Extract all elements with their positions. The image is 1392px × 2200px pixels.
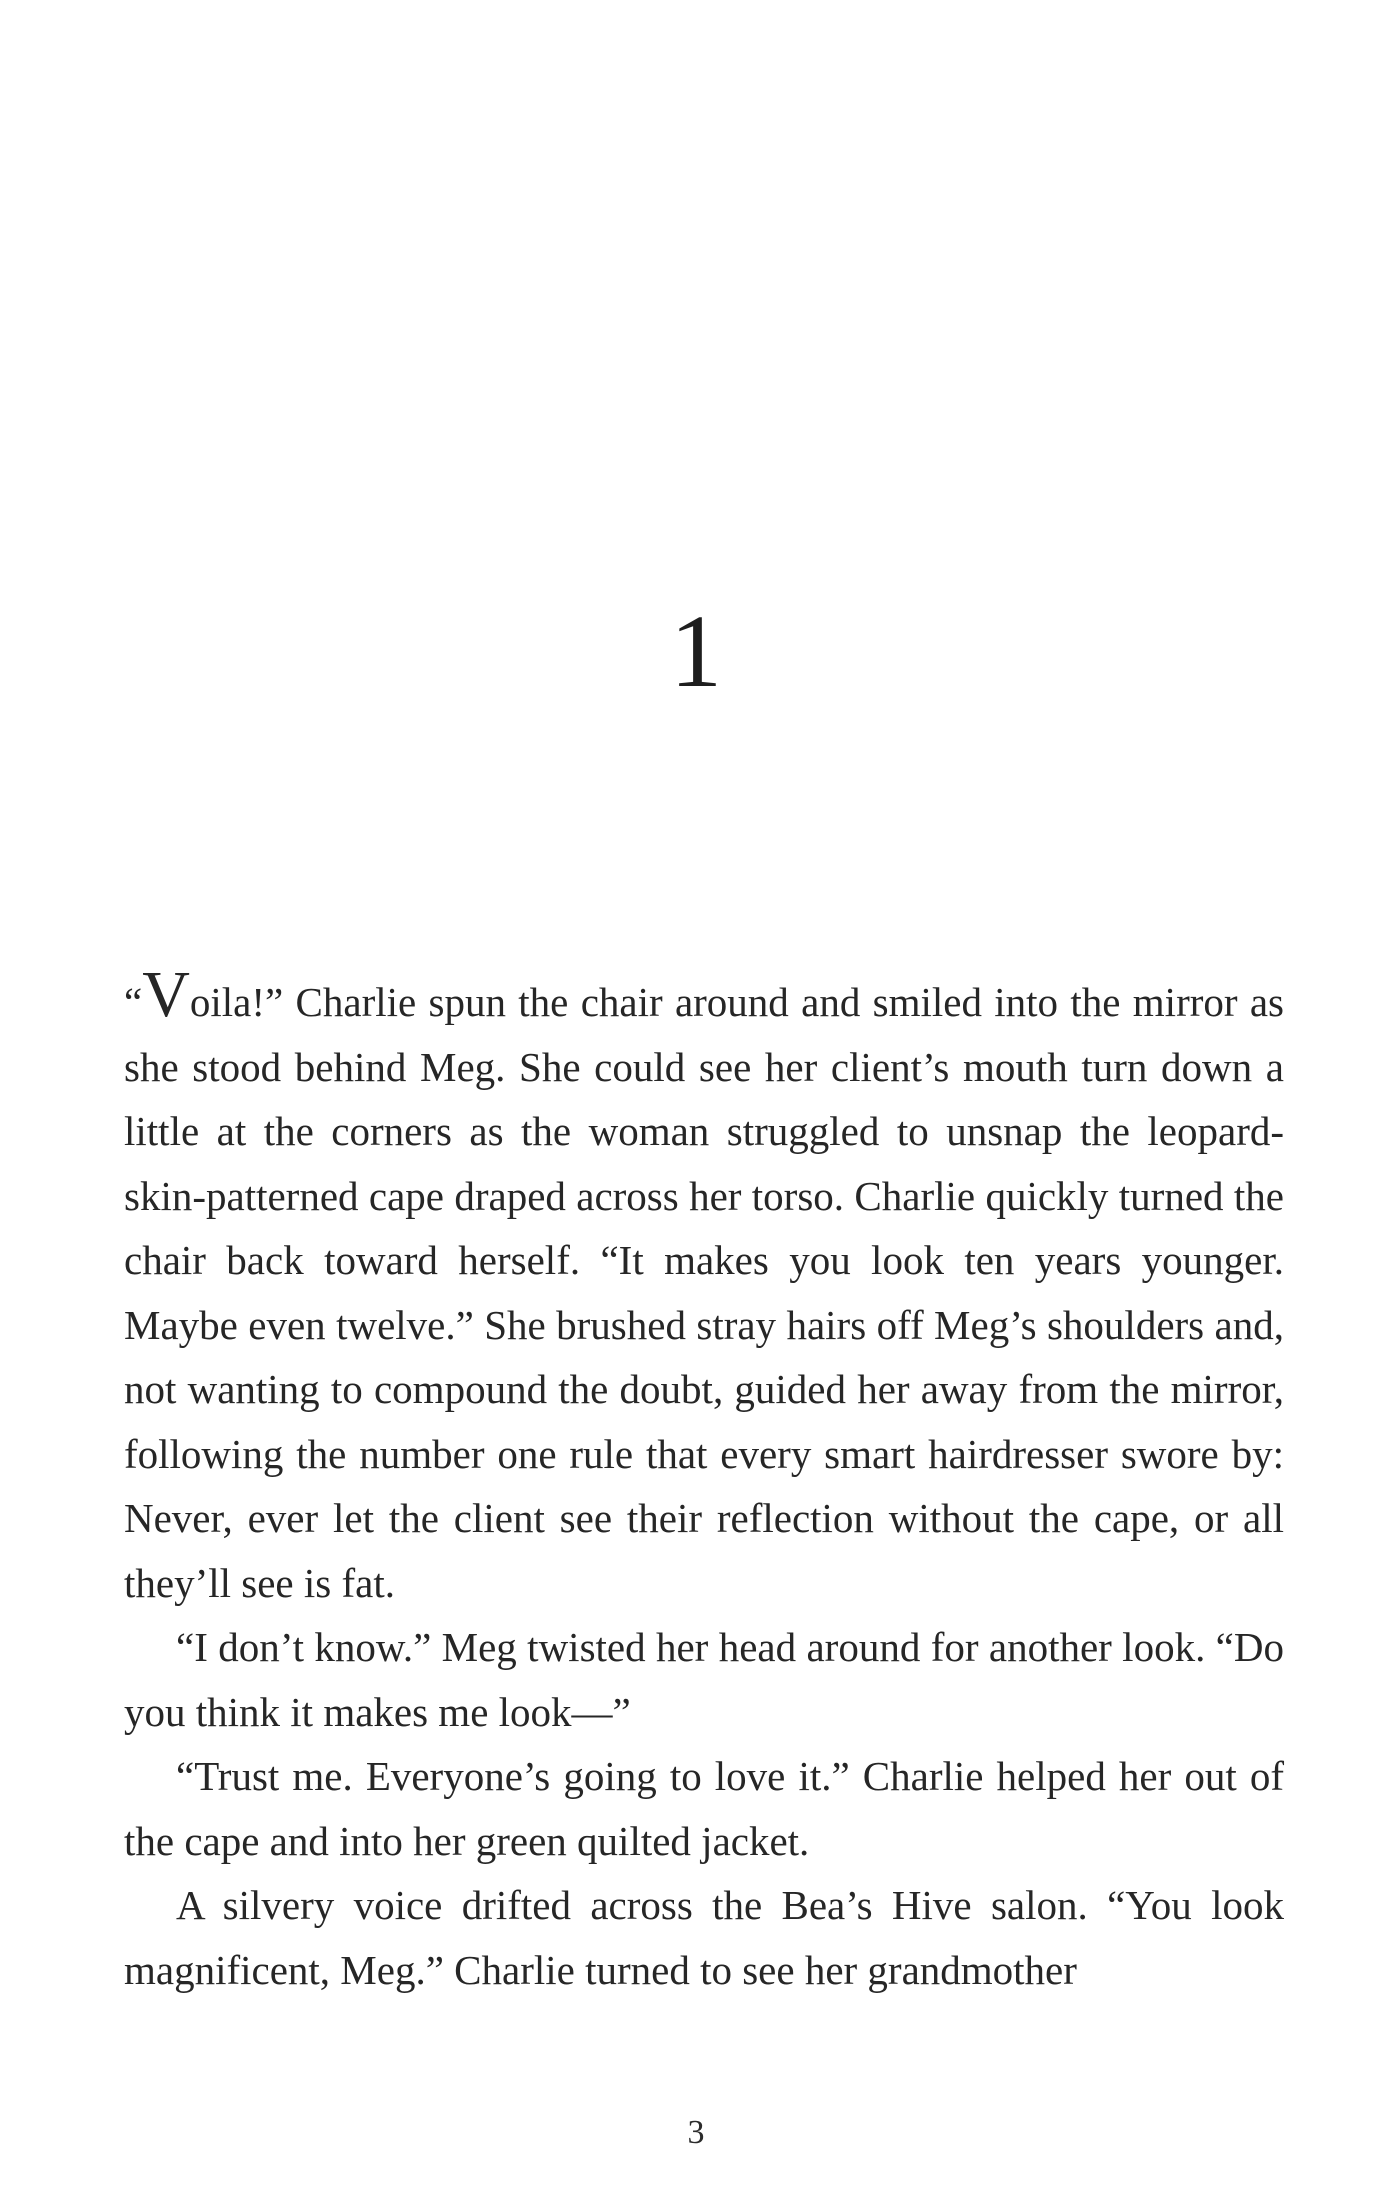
paragraph-1-text: oila!” Charlie spun the chair around and smiled into the mirror as she stood behind Meg. She could see her client’s mouth turn down a little at the corners as the woman struggled to unsnap the leopard-skin-patterned cape draped across her torso. Charlie quickly turned the chair back toward herself. “It makes you look ten years younger. Maybe even twelve.” She brushed stray hairs off Meg’s shoulders and, not wanting to compound the doubt, guided her away from the mirror, following the number one rule that every smart hairdresser swore by: Never, ever let the client see their reflection without the cape, or all they’ll see is fat. xyxy=(124,979,1284,1606)
drop-cap: V xyxy=(142,958,190,1031)
opening-quote: “ xyxy=(124,979,143,1025)
paragraph-3: “Trust me. Everyone’s going to love it.” Charlie helped her out of the cape and into her green quilted jacket. xyxy=(124,1753,1284,1864)
paragraph-4: A silvery voice drifted across the Bea’s Hive salon. “You look magnificent, Meg.” Charlie turned to see her grandmother xyxy=(124,1882,1284,1993)
paragraph-2: “I don’t know.” Meg twisted her head around for another look. “Do you think it makes me look—” xyxy=(124,1624,1284,1735)
paragraph-1 xyxy=(124,958,1284,1615)
body-text xyxy=(124,958,1284,2002)
chapter-number: 1 xyxy=(670,594,722,709)
page-number: 3 xyxy=(687,2114,705,2151)
